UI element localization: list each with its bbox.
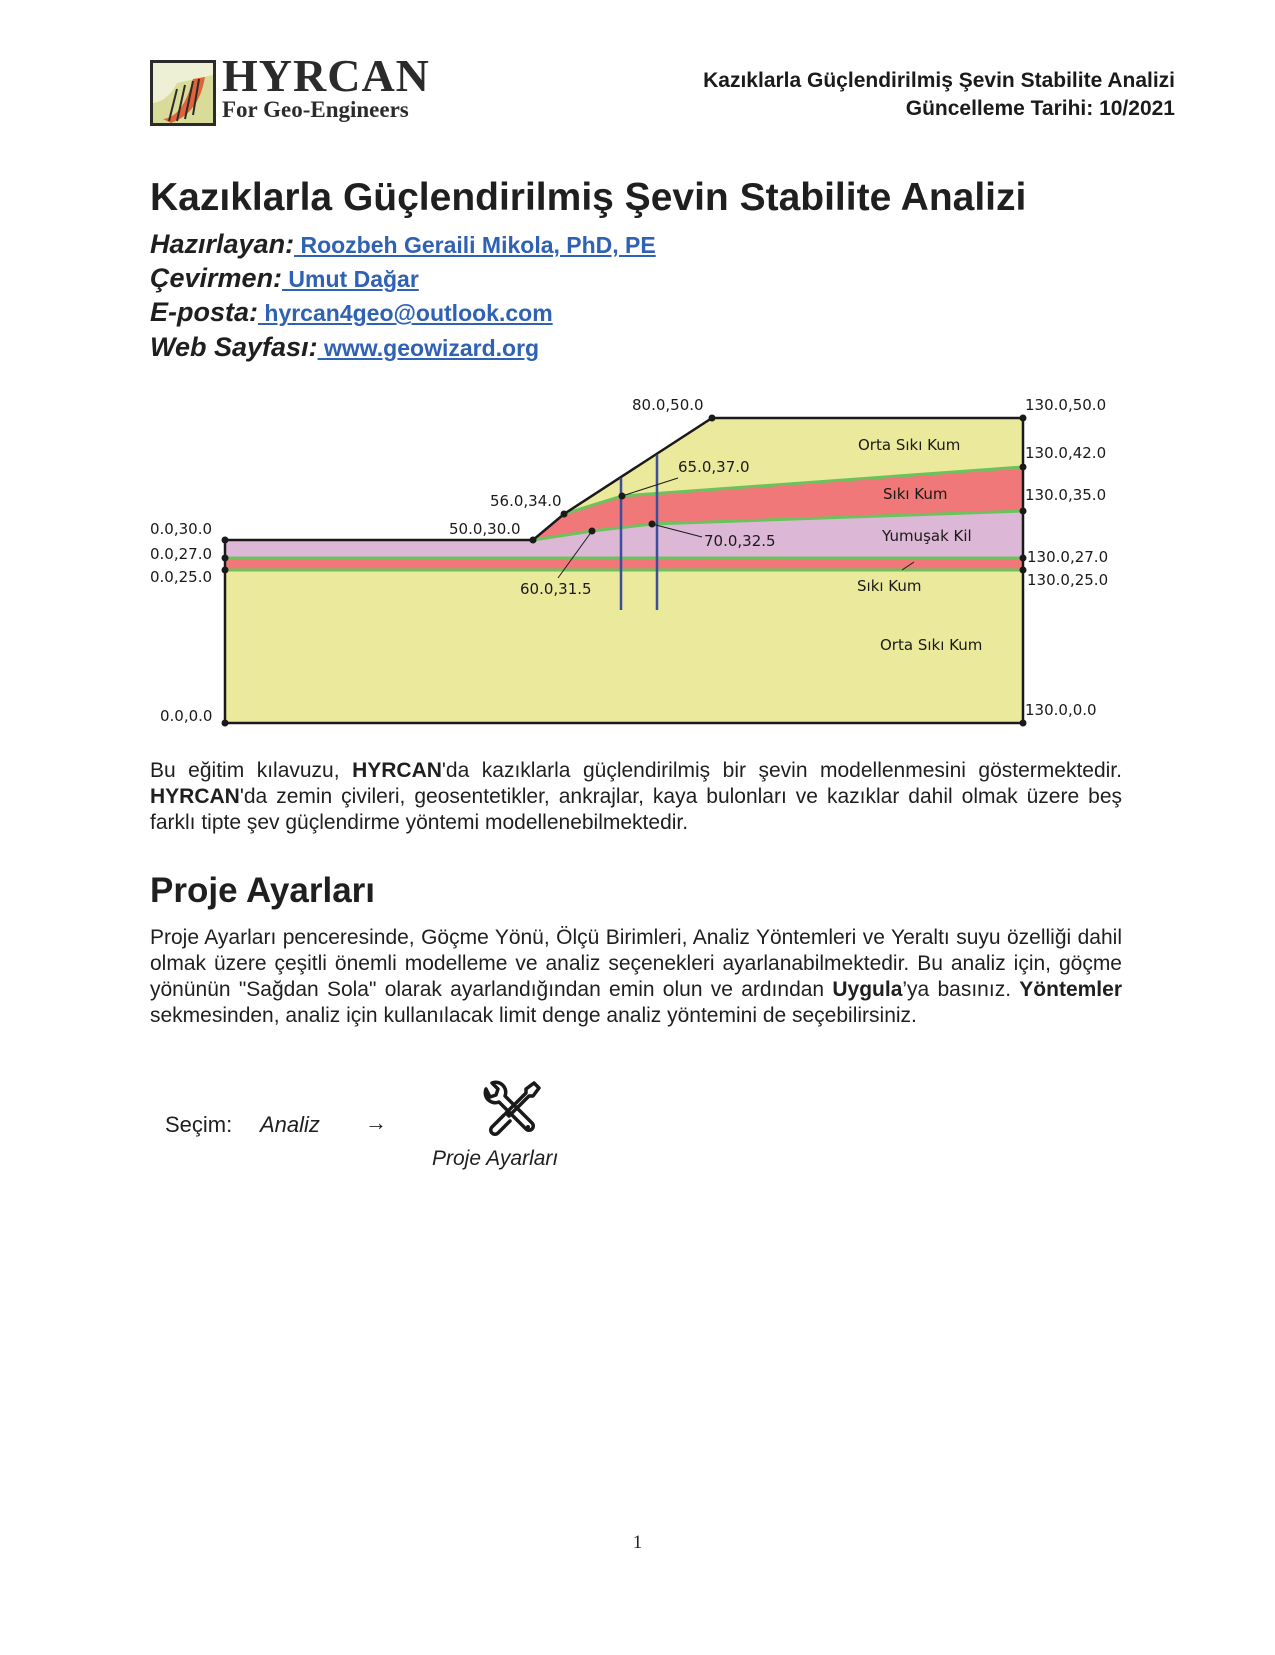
intro-text: Bu eğitim kılavuzu, bbox=[150, 759, 353, 782]
section-bold: Uygula bbox=[832, 978, 903, 1001]
vertex-point bbox=[222, 537, 229, 544]
section-paragraph bbox=[150, 925, 1122, 1029]
translator-label: Çevirmen: bbox=[150, 263, 283, 293]
coord-label: 70.0,32.5 bbox=[704, 532, 776, 550]
vertex-point bbox=[222, 555, 229, 562]
selection-label: Seçim: bbox=[165, 1112, 233, 1137]
coord-label: 0.0,27.0 bbox=[150, 545, 213, 563]
coord-label: 130.0,0.0 bbox=[1025, 701, 1097, 719]
material-label: Sıkı Kum bbox=[883, 485, 948, 503]
section-text: Proje Ayarları penceresinde, Göçme Yönü, Ölçü Birimleri, Analiz Yöntemleri ve Yeraltı suyu özelliği dahil olmak üzere çeşitli önemli modelleme ve analiz seçenekleri ayarlanabilmektedir. Bu analiz için, göçme yönünün "Sağdan Sola" olarak ayarlandığından emin olun ve ardından bbox=[150, 926, 1122, 1001]
hyrcan-logo bbox=[150, 50, 450, 129]
menu-analiz[interactable]: Analiz bbox=[260, 1112, 320, 1137]
vertex-point bbox=[1020, 464, 1027, 471]
coord-label: 65.0,37.0 bbox=[678, 458, 750, 476]
website-link[interactable]: www.geowizard.org bbox=[317, 335, 540, 361]
vertex-point bbox=[222, 720, 229, 727]
page-number: 1 bbox=[632, 1532, 643, 1553]
project-settings-caption: Proje Ayarları bbox=[432, 1147, 559, 1170]
intro-text: 'da zemin çivileri, geosentetikler, ankrajlar, kaya bulonları ve kazıklar dahil olmak üzere beş farklı tipte şev güçlendirme yöntemi modellenebilmektedir. bbox=[150, 785, 1122, 834]
vertex-point bbox=[709, 415, 716, 422]
document-title: Kazıklarla Güçlendirilmiş Şevin Stabilite Analizi bbox=[150, 176, 1027, 219]
coord-label: 130.0,42.0 bbox=[1025, 444, 1107, 462]
vertex-point bbox=[1020, 415, 1027, 422]
email-link[interactable]: hyrcan4geo@outlook.com bbox=[258, 300, 553, 326]
coord-label: 0.0,0.0 bbox=[160, 707, 213, 725]
vertex-point bbox=[530, 537, 537, 544]
intro-bold: HYRCAN bbox=[150, 785, 240, 808]
wrench-screwdriver-icon[interactable] bbox=[478, 1077, 544, 1143]
coord-label: 130.0,27.0 bbox=[1027, 548, 1109, 566]
material-label: Sıkı Kum bbox=[857, 577, 922, 595]
layer-dense-sand-lower bbox=[225, 558, 1023, 570]
coord-label: 60.0,31.5 bbox=[520, 580, 592, 598]
author-row bbox=[150, 227, 656, 262]
website-label: Web Sayfası: bbox=[150, 332, 318, 362]
translator-link[interactable]: Umut Dağar bbox=[282, 266, 419, 292]
translator-row bbox=[150, 261, 419, 296]
vertex-point bbox=[1020, 508, 1027, 515]
vertex-point bbox=[1020, 720, 1027, 727]
logo-tagline: For Geo-Engineers bbox=[222, 97, 409, 122]
email-label: E-posta: bbox=[150, 297, 258, 327]
slope-geometry-figure bbox=[140, 392, 1140, 737]
coord-label: 80.0,50.0 bbox=[632, 396, 704, 414]
slope-logo-icon bbox=[150, 60, 216, 126]
header-date: Güncelleme Tarihi: 10/2021 bbox=[905, 97, 1175, 120]
coord-label: 130.0,25.0 bbox=[1027, 571, 1109, 589]
section-text: ’ya basınız. bbox=[902, 978, 1020, 1001]
author-link[interactable]: Roozbeh Geraili Mikola, PhD, PE bbox=[294, 232, 656, 258]
website-row bbox=[150, 330, 539, 365]
coord-label: 130.0,35.0 bbox=[1025, 486, 1107, 504]
logo-name: HYRCAN bbox=[222, 50, 430, 101]
coord-label: 56.0,34.0 bbox=[490, 492, 562, 510]
vertex-point bbox=[1020, 567, 1027, 574]
section-text: sekmesinden, analiz için kullanılacak limit denge analiz yöntemini de seçebilirsiniz. bbox=[150, 1004, 917, 1027]
intro-paragraph bbox=[150, 758, 1122, 836]
material-label: Orta Sıkı Kum bbox=[858, 436, 961, 454]
intro-bold: HYRCAN bbox=[352, 759, 442, 782]
vertex-point bbox=[561, 511, 568, 518]
coord-label: 50.0,30.0 bbox=[449, 520, 521, 538]
section-bold: Yöntemler bbox=[1019, 978, 1122, 1001]
header-title: Kazıklarla Güçlendirilmiş Şevin Stabilite Analizi bbox=[703, 69, 1175, 92]
author-label: Hazırlayan: bbox=[150, 229, 295, 259]
section-title: Proje Ayarları bbox=[150, 871, 376, 910]
coord-label: 0.0,30.0 bbox=[150, 520, 213, 538]
coord-label: 0.0,25.0 bbox=[150, 568, 213, 586]
material-label: Orta Sıkı Kum bbox=[880, 636, 983, 654]
vertex-point bbox=[222, 567, 229, 574]
material-label: Yumuşak Kil bbox=[882, 527, 972, 545]
intro-text: 'da kazıklarla güçlendirilmiş bir şevin modellenmesini göstermektedir. bbox=[441, 759, 1122, 782]
email-row bbox=[150, 295, 553, 330]
arrow-icon: → bbox=[365, 1110, 387, 1135]
running-header bbox=[703, 67, 1175, 123]
coord-label: 130.0,50.0 bbox=[1025, 396, 1107, 414]
vertex-point bbox=[1020, 555, 1027, 562]
